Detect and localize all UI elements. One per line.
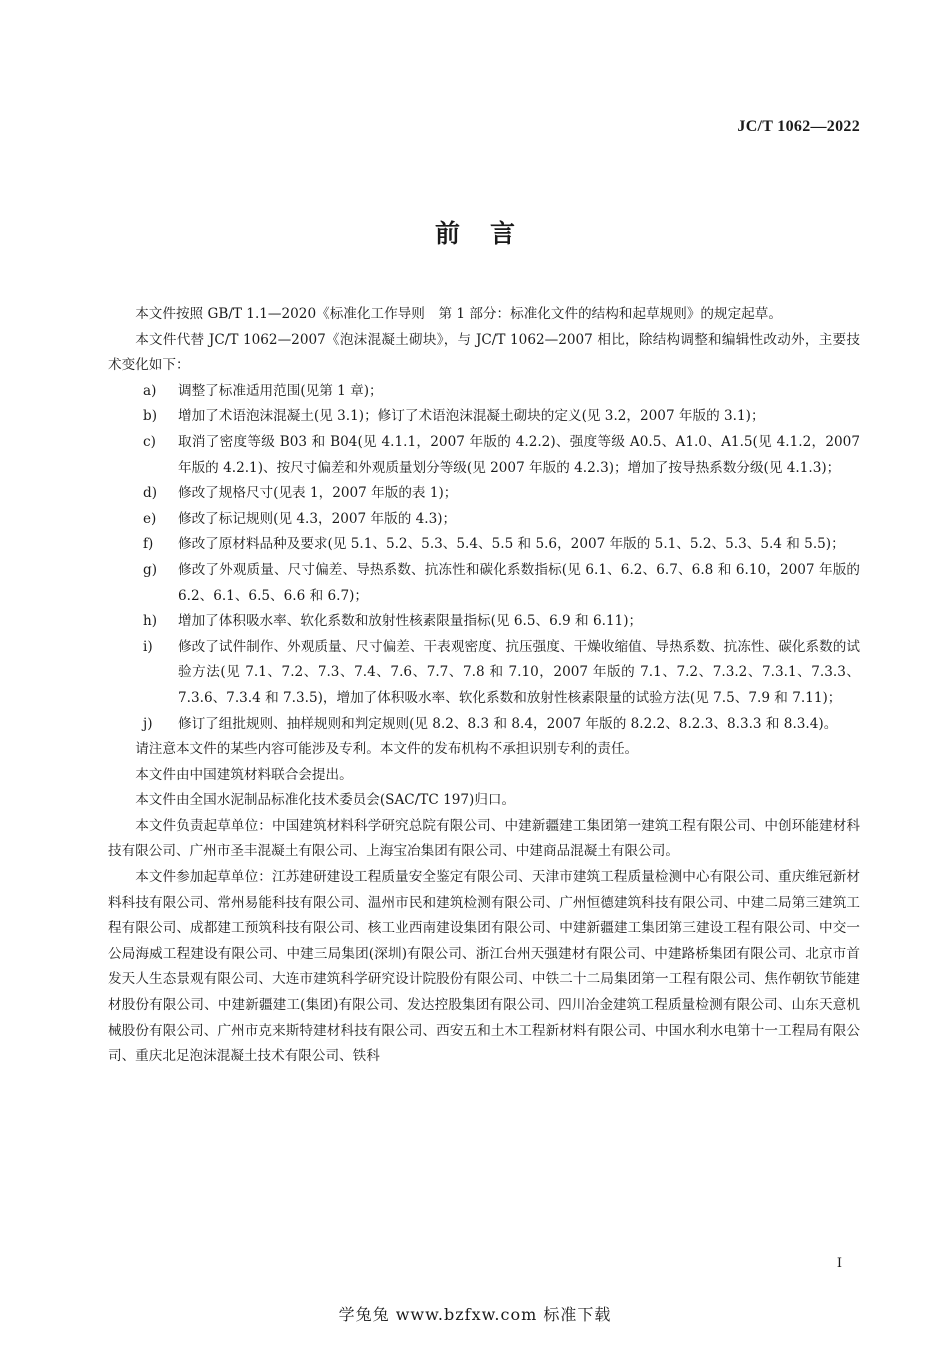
list-item-text: 修改了规格尺寸(见表 1，2007 年版的表 1)； (178, 485, 458, 502)
paragraph: 本文件负责起草单位：中国建筑材料科学研究总院有限公司、中建新疆建工集团第一建筑工程有限公司、中创环能建材科技有限公司、广州市圣丰混凝土有限公司、上海宝冶集团有限公司、中建商品混凝土有限公司。 (108, 817, 860, 860)
changes-list (108, 379, 860, 737)
list-item (108, 404, 860, 430)
list-item-label: g) (143, 561, 158, 578)
list-item (108, 379, 860, 405)
list-item (108, 558, 860, 609)
list-item-text: 调整了标准适用范围(见第 1 章)； (178, 382, 383, 399)
list-item-text: 修改了标记规则(见 4.3，2007 年版的 4.3)； (178, 510, 457, 527)
list-item-label: b) (143, 408, 158, 425)
list-item-label: j) (143, 715, 153, 732)
page-title: 前言 (434, 219, 545, 248)
list-item-label: c) (143, 433, 156, 450)
list-item (108, 609, 860, 635)
list-item-label: f) (143, 536, 154, 553)
list-item-label: i) (143, 638, 153, 655)
page-number: I (836, 1256, 842, 1271)
list-item-text: 增加了体积吸水率、软化系数和放射性核素限量指标(见 6.5、6.9 和 6.11)； (178, 613, 643, 630)
list-item (108, 635, 860, 712)
paragraph: 本文件参加起草单位：江苏建研建设工程质量安全鉴定有限公司、天津市建筑工程质量检测中心有限公司、重庆维冠新材料科技有限公司、常州易能科技有限公司、温州市民和建筑检测有限公司、广州恒德建筑科技有限公司、中建二局第三建筑工程有限公司、成都建工预筑科技有限公司、核工业西南建设集团有限公司、中建新疆建工集团第三建设工程有限公司、中交一公局海威工程建设有限公司、中建三局集团(深圳)有限公司、浙江台州天强建材有限公司、中建路桥集团有限公司、北京市首发天人生态景观有限公司、大连市建筑科学研究设计院股份有限公司、中铁二十二局集团第一工程有限公司、焦作朝钦节能建材股份有限公司、中建新疆建工(集团)有限公司、发达控股集团有限公司、四川冶金建筑工程质量检测有限公司、山东天意机械股份有限公司、广州市克来斯特建材科技有限公司、西安五和土木工程新材料有限公司、中国水利水电第十一工程局有限公司、重庆北足泡沫混凝土技术有限公司、铁科 (108, 869, 860, 1065)
footer-watermark-text: 学兔兔 www.bzfxw.com 标准下载 (338, 1305, 612, 1324)
list-item-label: d) (143, 485, 158, 502)
list-item-text: 修改了原材料品种及要求(见 5.1、5.2、5.3、5.4、5.5 和 5.6，2007 年版的 5.1、5.2、5.3、5.4 和 5.5)； (178, 536, 845, 553)
list-item (108, 712, 860, 738)
list-item-text: 修订了组批规则、抽样规则和判定规则(见 8.2、8.3 和 8.4，2007 年版的 8.2.2、8.2.3、8.3.3 和 8.3.4)。 (178, 715, 838, 732)
paragraph: 本文件由中国建筑材料联合会提出。 (135, 766, 353, 783)
list-item-text: 取消了密度等级 B03 和 B04(见 4.1.1，2007 年版的 4.2.2)、强度等级 A0.5、A1.0、A1.5(见 4.1.2，2007 年版的 4.2.1)、按尺寸偏差和外观质量划分等级(见 2007 年版的 4.2.3)；增加了按导热系数分级(见 4.1.3)； (178, 433, 860, 476)
list-item (108, 481, 860, 507)
list-item-label: a) (143, 382, 157, 399)
list-item-text: 修改了试件制作、外观质量、尺寸偏差、干表观密度、抗压强度、干燥收缩值、导热系数、抗冻性、碳化系数的试验方法(见 7.1、7.2、7.3、7.4、7.6、7.7、7.8 和 7.10，2007 年版的 7.1、7.2、7.3.2、7.3.1、7.3.3、7.3.6、7.3.4 和 7.3.5)，增加了体积吸水率、软化系数和放射性核素限量的试验方法(见 7.5、7.9 和 7.11)； (178, 638, 860, 706)
standard-code: JC/T 1062—2022 (737, 118, 860, 135)
list-item (108, 532, 860, 558)
paragraph: 请注意本文件的某些内容可能涉及专利。本文件的发布机构不承担识别专利的责任。 (135, 741, 639, 758)
list-item (108, 430, 860, 481)
list-item-label: h) (143, 613, 158, 630)
list-item (108, 507, 860, 533)
list-item-label: e) (143, 510, 157, 527)
paragraph: 本文件按照 GB/T 1.1—2020《标准化工作导则 第 1 部分：标准化文件的结构和起草规则》的规定起草。 (135, 306, 782, 322)
list-item-text: 修改了外观质量、尺寸偏差、导热系数、抗冻性和碳化系数指标(见 6.1、6.2、6.7、6.8 和 6.10，2007 年版的 6.2、6.1、6.5、6.6 和 6.7)； (178, 561, 860, 604)
foreword-body (108, 302, 860, 1070)
paragraph: 本文件由全国水泥制品标准化技术委员会(SAC/TC 197)归口。 (135, 792, 516, 809)
list-item-text: 增加了术语泡沫混凝土(见 3.1)；修订了术语泡沫混凝土砌块的定义(见 3.2，2007 年版的 3.1)； (178, 408, 765, 425)
paragraph: 本文件代替 JC/T 1062—2007《泡沫混凝土砌块》，与 JC/T 1062—2007 相比，除结构调整和编辑性改动外，主要技术变化如下： (108, 331, 860, 374)
